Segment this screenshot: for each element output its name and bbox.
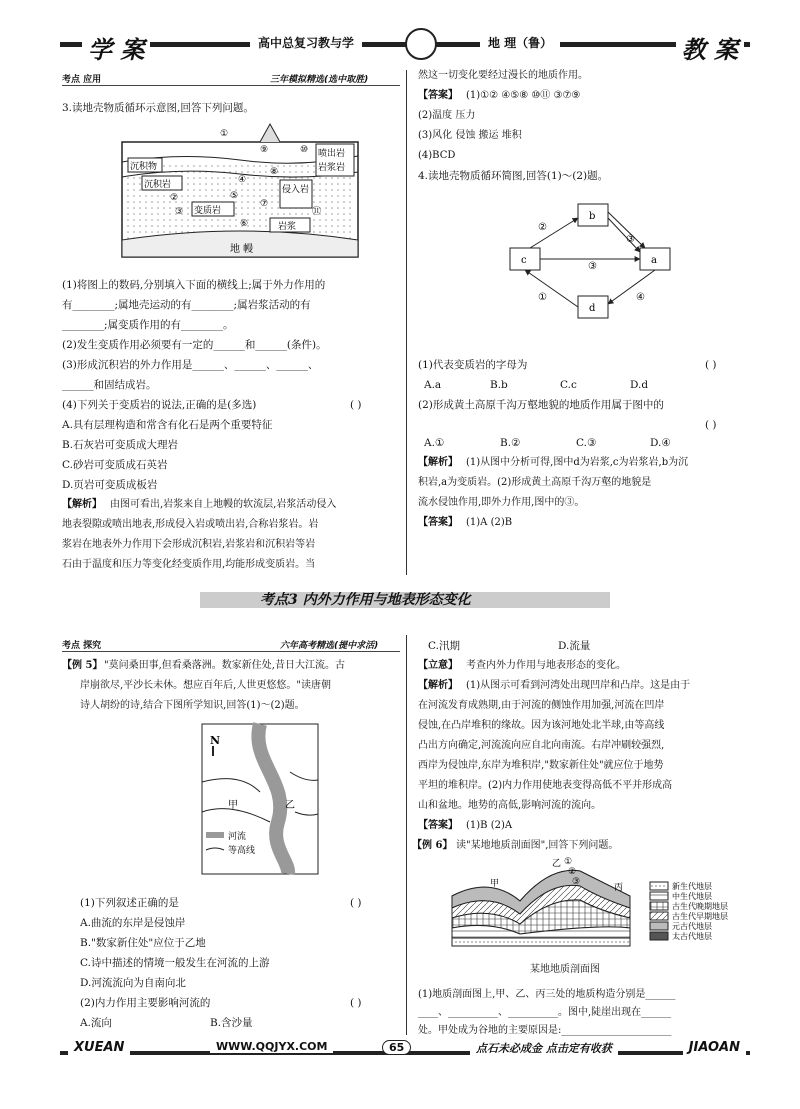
ex6-line-2: ____、__________、__________。图中,陡崖出现在______ [418, 1007, 672, 1018]
q4-jiexi-2: 积岩,a为变质岩。(2)形成黄土高原千沟万壑的地貌是 [418, 477, 652, 488]
q4-jiexi-label: 【解析】 [418, 457, 458, 468]
q4-1-opt-d: D.d [630, 379, 649, 391]
rt-line-0: 然这一切变化要经过漫长的地质作用。 [418, 70, 588, 81]
q4-answer-label: 【答案】 [418, 517, 458, 528]
north-arrow-icon: N [210, 734, 221, 747]
header-subject: 地 理（鲁） [480, 34, 560, 51]
section-label-1: ① [564, 857, 573, 867]
node-c: c [521, 255, 527, 266]
page-number: 65 [382, 1040, 411, 1055]
fig-num-11: ⑪ [312, 207, 322, 217]
kaodian-rule-2 [62, 651, 400, 652]
example-5-line-2: 岸崩欲尽,平沙长未休。想应百年后,人世更悠悠。"读唐朝 [80, 680, 331, 691]
q3-line-4: (2)发生变质作用必须要有一定的______和______(条件)。 [62, 339, 327, 351]
q3-option-d: D.页岩可变质成板岩 [62, 479, 158, 491]
ex5-q2-opt-d: D.流量 [558, 640, 591, 652]
ex5-jiexi-label: 【解析】 [418, 680, 458, 691]
rt-answer-4: (4)BCD [418, 150, 456, 161]
q4-1: (1)代表变质岩的字母为 [418, 359, 528, 371]
q4-2-opt-a: A.① [424, 437, 445, 449]
node-d: d [589, 303, 596, 314]
fig-num-6: ⑥ [240, 219, 249, 229]
ex5-jiexi-3: 侵蚀,在凸岸堆积的缘故。因为该河地处北半球,由等高线 [418, 720, 665, 731]
q3-bracket: ( ) [350, 399, 362, 411]
example-5-line-3: 诗人胡纷的诗,结合下图所学知识,回答(1)～(2)题。 [80, 700, 305, 711]
kaodian-right-label: 三年模拟精选(选中取胜) [270, 75, 369, 85]
q3-jiexi-line-3: 浆岩在地表外力作用下会形成沉积岩,岩浆岩和沉积岩等岩 [62, 539, 316, 550]
q4-2-opt-d: D.④ [650, 437, 671, 449]
ex5-q2-opt-b: B.含沙量 [210, 1017, 253, 1029]
example-5-label: 【例 5】 [62, 660, 103, 671]
header-book-title: 高中总复习教与学 [250, 34, 362, 51]
crust-cycle-figure [120, 122, 360, 262]
kaodian-rule [62, 85, 400, 86]
q3-line-1: (1)将图上的数码,分别填入下面的横线上;属于外力作用的 [62, 279, 326, 291]
page-header [60, 28, 750, 64]
ex5-jiexi-6: 平坦的堆积岸。(2)内力作用使地表变得高低不平并形成高 [418, 780, 673, 791]
fig-num-9: ⑨ [260, 145, 269, 155]
map-label-jia: 甲 [228, 800, 238, 811]
section-title: 考点3 内外力作用与地表形态变化 [260, 592, 471, 608]
q3-jiexi-line-1: 由图可看出,岩浆来自上地幔的软流层,岩浆活动侵入 [110, 499, 337, 510]
section-banner [200, 592, 610, 608]
footer-slogan: 点石未必成金 点击定有收获 [470, 1040, 618, 1056]
q4-2: (2)形成黄土高原千沟万壑地貌的地质作用属于图中的 [418, 399, 664, 411]
fig-label-sedimentary-rock: 沉积岩 [144, 180, 172, 190]
arrow-label-3b: ③ [626, 234, 635, 245]
fig-label-mantle: 地 幔 [230, 244, 254, 255]
rt-answer-1: (1)①② ④⑤⑧ ⑩⑪ ③⑦⑨ [466, 90, 581, 101]
q3-line-7: (4)下列关于变质岩的说法,正确的是(多选) [62, 399, 257, 411]
rt-answer-label: 【答案】 [418, 90, 458, 101]
q3-jiexi-label: 【解析】 [62, 499, 102, 510]
ex5-q1-opt-d: D.河流流向为自南向北 [80, 977, 186, 989]
kaodian-right-label-2: 六年高考精选(提中求活) [280, 641, 379, 651]
q4-2-opt-b: B.② [500, 437, 521, 449]
section-label-bing: 丙 [614, 883, 624, 893]
ex6-line-3: 处。甲处成为谷地的主要原因是:______________________ [418, 1025, 672, 1036]
node-b: b [589, 211, 596, 222]
legend-archean: 太古代地层 [672, 932, 712, 941]
map-label-yi: 乙 [285, 800, 295, 811]
section-label-jia: 甲 [490, 879, 500, 889]
q4-jiexi-1: (1)从图中分析可得,图中d为岩浆,c为岩浆岩,b为沉 [466, 457, 689, 468]
ex5-q2: (2)内力作用主要影响河流的 [80, 997, 211, 1009]
q3-line-5: (3)形成沉积岩的外力作用是______、______、______、 [62, 359, 319, 371]
header-left-title: 学 案 [82, 30, 150, 65]
fig-label-magma: 岩浆 [278, 222, 297, 232]
fig-num-7: ⑦ [260, 199, 269, 209]
footer-left-brand: XUEAN [68, 1040, 130, 1055]
fig-num-8: ⑧ [270, 167, 279, 177]
q3-option-c: C.砂岩可变质成石英岩 [62, 459, 168, 471]
q4-jiexi-3: 流水侵蚀作用,即外力作用,图中的③。 [418, 497, 585, 508]
fig-num-5: ⑤ [230, 191, 239, 201]
ex5-jiexi-1: (1)从图示可看到河湾处出现凹岸和凸岸。这是由于 [466, 680, 691, 691]
legend-mesozoic: 中生代地层 [672, 892, 712, 901]
example-6-title: 读"某地地质剖面图",回答下列问题。 [456, 840, 619, 851]
ex5-jiexi-7: 山和盆地。地势的高低,影响河流的流向。 [418, 800, 602, 811]
legend-early-paleozoic: 古生代早期地层 [672, 912, 728, 921]
fig-num-2: ② [170, 193, 179, 203]
fig-num-1: ① [220, 129, 229, 139]
kaodian-label-2: 考点 探究 [62, 641, 102, 651]
legend-proterozoic: 元古代地层 [672, 922, 712, 931]
kaodian-label: 考点 应用 [62, 75, 102, 85]
q4-2-opt-c: C.③ [576, 437, 597, 449]
ex5-q1-bracket: ( ) [350, 897, 362, 909]
rt-answer-2: (2)温度 压力 [418, 110, 476, 121]
ex5-q2-opt-a: A.流向 [80, 1017, 112, 1029]
q3-jiexi-line-2: 地表裂隙或喷出地表,形成侵入岩或喷出岩,合称岩浆岩。岩 [62, 519, 319, 530]
footer-right-brand: JIAOAN [683, 1040, 746, 1055]
fig-num-3: ③ [175, 207, 184, 217]
ex5-jiexi-5: 西岸为侵蚀岸,东岸为堆积岸,"数家新住处"就应位于地势 [418, 760, 664, 771]
fig-label-intrusive-rock: 侵入岩 [282, 185, 310, 195]
q3-line-6: ______和固结成岩。 [62, 379, 157, 391]
q4-1-opt-b: B.b [490, 379, 508, 391]
legend-contour: 等高线 [228, 846, 256, 856]
q3-jiexi-line-4: 石由于温度和压力等变化经变质作用,均能形成变质岩。当 [62, 559, 316, 570]
ex5-q2-opt-c: C.汛期 [428, 640, 460, 652]
ex5-q1-opt-b: B."数家新住处"应位于乙地 [80, 937, 206, 949]
ex5-q2-bracket: ( ) [350, 997, 362, 1009]
q4-1-opt-c: C.c [560, 379, 577, 391]
fig-label-sediment: 沉积物 [130, 162, 158, 172]
ex5-answer-label: 【答案】 [418, 820, 458, 831]
q4-2-bracket: ( ) [705, 419, 717, 431]
section-label-yi: 乙 [552, 859, 562, 869]
node-a: a [651, 255, 657, 266]
ex5-q1-opt-a: A.曲流的东岸是侵蚀岸 [80, 917, 186, 929]
legend-late-paleozoic: 古生代晚期地层 [672, 902, 728, 911]
column-divider-bottom [406, 635, 407, 1035]
header-right-title: 教 案 [676, 30, 744, 65]
example-6-label: 【例 6】 [412, 840, 453, 851]
q4-1-bracket: ( ) [705, 359, 717, 371]
legend-river: 河流 [228, 832, 247, 842]
arrow-label-2a: ② [538, 222, 547, 233]
ex5-q1-opt-c: C.诗中描述的情境一般发生在河流的上游 [80, 957, 270, 969]
q3-option-a: A.具有层理构造和常含有化石是两个重要特征 [62, 419, 273, 431]
legend-cenozoic: 新生代地层 [672, 882, 712, 891]
section-label-3: ③ [572, 877, 581, 887]
rt-answer-3: (3)风化 侵蚀 搬运 堆积 [418, 130, 522, 141]
liyi-text: 考查内外力作用与地表形态的变化。 [466, 660, 626, 671]
ex6-line-1: (1)地质剖面图上,甲、乙、丙三处的地质构造分别是______ [418, 989, 676, 1000]
fig-label-extrusive-rock: 喷出岩 [318, 149, 346, 159]
publisher-logo-icon [405, 28, 437, 60]
arrow-label-3a: ③ [588, 261, 597, 272]
arrow-label-1: ① [538, 292, 547, 303]
column-divider [406, 70, 407, 575]
river-map-figure [200, 722, 320, 877]
cycle-diagram [490, 200, 690, 325]
ex5-jiexi-4: 凸出方向确定,河流流向应自北向南流。右岸冲刷较强烈, [418, 740, 665, 751]
q4-answer: (1)A (2)B [466, 517, 513, 528]
page-footer [60, 1040, 750, 1064]
arrow-label-4: ④ [636, 292, 645, 303]
fig-label-igneous-rock: 岩浆岩 [318, 163, 346, 173]
fig-num-4: ④ [238, 175, 247, 185]
ex5-jiexi-2: 在河流发育成熟期,由于河流的侧蚀作用加强,河流在凹岸 [418, 700, 665, 711]
q3-line-2: 有________;属地壳运动的有________;属岩浆活动的有 [62, 299, 311, 311]
q4-1-opt-a: A.a [424, 379, 442, 391]
section-label-2: ② [568, 867, 577, 877]
q3-line-3: ________;属变质作用的有________。 [62, 319, 234, 331]
example-5-line-1: "莫问桑田事,但看桑落洲。数家新住处,昔日大江流。古 [104, 660, 345, 671]
ex5-answer: (1)B (2)A [466, 820, 513, 831]
geologic-section-figure [450, 856, 740, 956]
ex5-q1: (1)下列叙述正确的是 [80, 897, 179, 909]
fig-label-metamorphic-rock: 变质岩 [194, 206, 222, 216]
question-3-title: 3.读地壳物质循环示意图,回答下列问题。 [62, 102, 254, 114]
liyi-label: 【立意】 [418, 660, 458, 671]
q3-option-b: B.石灰岩可变质成大理岩 [62, 439, 179, 451]
fig-num-10: ⑩ [300, 145, 309, 155]
question-4-title: 4.读地壳物质循环简图,回答(1)～(2)题。 [418, 170, 609, 182]
section-caption: 某地地质剖面图 [530, 964, 600, 975]
footer-url: WWW.QQJYX.COM [210, 1040, 333, 1053]
